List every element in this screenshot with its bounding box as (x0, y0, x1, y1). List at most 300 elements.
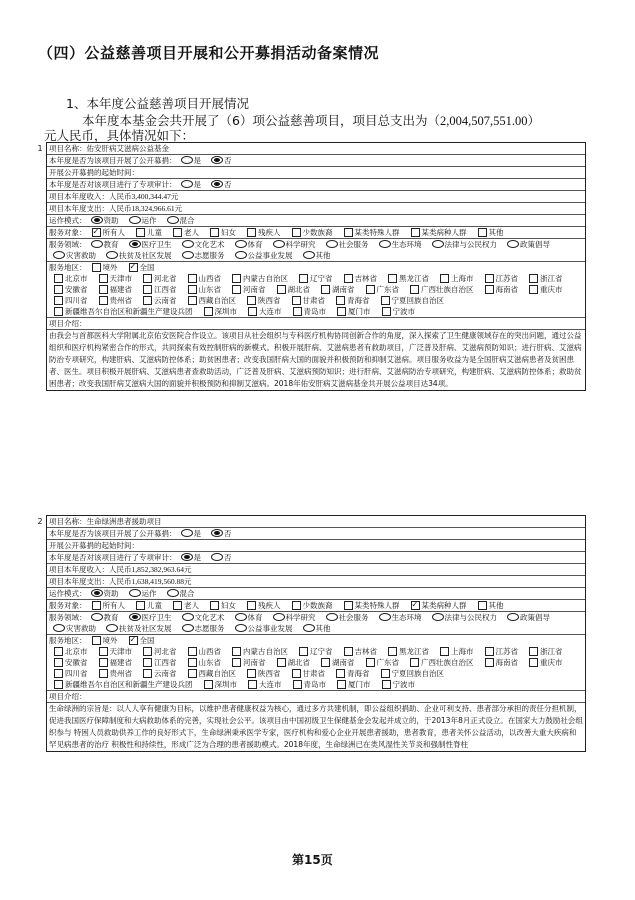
field-option (178, 612, 225, 623)
province-option (331, 668, 370, 679)
province-option-checkbox[interactable] (54, 296, 63, 305)
target-option-checkbox[interactable] (411, 228, 420, 237)
province-option-checkbox[interactable] (188, 647, 197, 656)
field-option-label: 生态环境 (391, 240, 422, 249)
province-option-checkbox[interactable] (366, 658, 375, 667)
special-audit-no-label: 否 (224, 553, 232, 562)
expense-label: 项目本年度支出：人民币 (49, 204, 132, 213)
targets-label: 服务对象： (49, 601, 87, 610)
province-option-checkbox[interactable] (410, 658, 419, 667)
public-fund-no (207, 155, 232, 166)
field-option-radio[interactable] (273, 240, 285, 248)
province-option-label: 广西壮族自治区 (421, 285, 474, 294)
field-option-label: 公益事业发展 (247, 251, 293, 260)
province-option (383, 273, 429, 284)
province-option (332, 306, 371, 317)
province-option-label: 宁夏回族自治区 (391, 296, 444, 305)
target-option-checkbox[interactable] (173, 228, 182, 237)
province-option-checkbox[interactable] (321, 285, 330, 294)
field-option-radio[interactable] (91, 240, 103, 248)
province-option-label: 安徽省 (65, 285, 88, 294)
province-option-label: 河南省 (243, 658, 266, 667)
target-option (242, 227, 281, 238)
province-option-checkbox[interactable] (54, 680, 63, 689)
intro-label: 项目介绍： (49, 319, 87, 328)
province-option-checkbox[interactable] (344, 647, 353, 656)
project-number: 2 (37, 517, 43, 526)
province-option-label: 西藏自治区 (198, 296, 236, 305)
mode-option-radio[interactable] (91, 589, 103, 597)
target-option-label: 所有人 (102, 228, 125, 237)
income-value: 3,400,344.47元 (131, 192, 179, 201)
province-option-checkbox[interactable] (99, 669, 108, 678)
mode-option-radio[interactable] (167, 216, 179, 224)
province-option (316, 284, 355, 295)
province-option-checkbox[interactable] (337, 307, 346, 316)
province-option (183, 657, 222, 668)
region-scope-option-checkbox[interactable] (92, 263, 101, 272)
province-option-checkbox[interactable] (188, 296, 197, 305)
province-option (183, 284, 222, 295)
province-option-checkbox[interactable] (143, 658, 152, 667)
province-option-checkbox[interactable] (247, 296, 256, 305)
province-option (480, 273, 519, 284)
target-option-checkbox[interactable] (292, 228, 301, 237)
target-option-label: 残疾人 (258, 228, 281, 237)
province-option-checkbox[interactable] (143, 296, 152, 305)
field-option (299, 250, 331, 261)
province-option-checkbox[interactable] (388, 647, 397, 656)
public-fund-yes-radio[interactable] (181, 156, 193, 164)
special-audit-no (207, 552, 232, 563)
province-option-checkbox[interactable] (366, 285, 375, 294)
target-option-checkbox[interactable] (92, 228, 101, 237)
field-option-label: 体育 (247, 240, 263, 249)
province-option-label: 湖南省 (332, 285, 355, 294)
province-option-checkbox[interactable] (299, 274, 308, 283)
field-option-label: 志愿服务 (194, 624, 225, 633)
target-option-checkbox[interactable] (292, 601, 301, 610)
target-option (339, 227, 400, 238)
region-scope-option-label: 全国 (139, 636, 155, 645)
summary-line: 本年度本基金会共开展了（6）项公益慈善项目，项目总支出为（2,004,507,551.00） (82, 113, 540, 128)
special-audit-yes (177, 552, 202, 563)
fund-dates-label: 开展公开募捐的起始时间： (49, 168, 139, 177)
field-option-radio[interactable] (91, 613, 103, 621)
fields-label: 服务领域： (49, 613, 87, 622)
province-option (316, 657, 355, 668)
target-option-checkbox[interactable] (136, 228, 145, 237)
province-option-checkbox[interactable] (336, 669, 345, 678)
province-option-label: 四川省 (65, 669, 88, 678)
province-option-checkbox[interactable] (232, 647, 241, 656)
province-option-checkbox[interactable] (485, 647, 494, 656)
province-option (94, 646, 133, 657)
province-option-checkbox[interactable] (337, 680, 346, 689)
field-option-radio[interactable] (235, 613, 247, 621)
province-option-checkbox[interactable] (54, 669, 63, 678)
field-option-radio[interactable] (182, 624, 194, 632)
province-option-label: 安徽省 (65, 658, 88, 667)
project-intro: 生命绿洲的宗旨是：以人人享有健康为目标，以维护患者健康权益为核心，通过多方共建机制，即公益组织捐助、企业可利支持、患者部分承担的责任分担机制，促进我国医疗保障制度和大病救助体系的完善，实现社会公平。该项目由中国初级卫生保健基金会发起并成立的，于2013年8月正式设立。在国家大力鼓励社会组织参与 特困人员救助供养工作的良好形式下，生命绿洲秉承医学专家，医疗机构和爱心企业开展患者援助，患者教育，患者关怀公益活动，以改善大重大疾病和罕见病患者的治疗 积极性和持续性，形成广泛为合理的患者援助模式。2018年度，生命绿洲已在类风湿性关节炎和强制性脊柱 (49, 704, 583, 749)
province-option-label: 福建省 (109, 285, 132, 294)
field-option (102, 623, 172, 634)
subsection-title: 1、本年度公益慈善项目开展情况 (66, 96, 249, 111)
target-option-checkbox[interactable] (411, 601, 420, 610)
province-option-label: 宁波市 (392, 680, 415, 689)
target-option-checkbox[interactable] (247, 601, 256, 610)
province-option (49, 657, 88, 668)
province-option-label: 江苏省 (495, 274, 518, 283)
field-option-radio[interactable] (106, 251, 118, 259)
province-option (288, 679, 327, 690)
province-option (287, 668, 326, 679)
public-fund-yes-label: 是 (193, 156, 201, 165)
field-option-radio[interactable] (379, 613, 391, 621)
field-option-radio[interactable] (432, 240, 444, 248)
region-scope-option-checkbox[interactable] (129, 636, 138, 645)
province-option-checkbox[interactable] (485, 274, 494, 283)
target-option-checkbox[interactable] (210, 601, 219, 610)
special-audit-yes (177, 179, 202, 190)
province-option-checkbox[interactable] (292, 669, 301, 678)
intro-label: 项目介绍： (49, 692, 87, 701)
province-option-checkbox[interactable] (382, 680, 391, 689)
special-audit-label: 本年度是否对该项目进行了专项审计： (49, 180, 177, 189)
province-option-checkbox[interactable] (99, 296, 108, 305)
target-option-label: 所有人 (102, 601, 125, 610)
target-option (168, 600, 199, 611)
province-option-checkbox[interactable] (204, 307, 213, 316)
target-option-checkbox[interactable] (92, 601, 101, 610)
province-option-label: 黑龙江省 (399, 647, 429, 656)
province-option (183, 273, 222, 284)
province-option-checkbox[interactable] (293, 680, 302, 689)
total-expense: 2,004,507,551.00 (439, 114, 528, 128)
province-option-label: 山东省 (198, 658, 221, 667)
province-option-label: 上海市 (451, 647, 474, 656)
province-option-checkbox[interactable] (54, 274, 63, 283)
province-option (227, 273, 288, 284)
row-public-fund (47, 155, 585, 167)
province-option-checkbox[interactable] (188, 274, 197, 283)
field-option-radio[interactable] (182, 613, 194, 621)
field-option (322, 239, 369, 250)
region-scope-option (124, 262, 155, 273)
province-option-checkbox[interactable] (188, 285, 197, 294)
field-option-radio[interactable] (235, 251, 247, 259)
province-option-label: 北京市 (65, 647, 88, 656)
province-option-label: 天津市 (109, 274, 132, 283)
field-option-radio[interactable] (432, 613, 444, 621)
province-option (242, 295, 281, 306)
province-option-checkbox[interactable] (99, 274, 108, 283)
province-option-checkbox[interactable] (143, 274, 152, 283)
province-option (377, 306, 416, 317)
province-option-label: 江西省 (154, 285, 177, 294)
targets-label: 服务对象： (49, 228, 87, 237)
province-list (49, 646, 583, 690)
field-option-radio[interactable] (303, 624, 315, 632)
row-income (47, 191, 585, 203)
row-mode (47, 588, 585, 600)
province-option-label: 辽宁省 (310, 647, 333, 656)
province-option-checkbox[interactable] (381, 296, 390, 305)
province-option-checkbox[interactable] (529, 285, 538, 294)
province-option-label: 重庆市 (540, 658, 563, 667)
field-option-label: 灾害救助 (66, 624, 96, 633)
special-audit-yes-label: 是 (193, 180, 201, 189)
public-fund-no-radio[interactable] (211, 529, 223, 537)
target-option-checkbox[interactable] (173, 601, 182, 610)
field-option-radio[interactable] (182, 240, 194, 248)
province-option-label: 山西省 (198, 274, 221, 283)
field-option-radio[interactable] (235, 240, 247, 248)
province-option-checkbox[interactable] (54, 285, 63, 294)
province-option (94, 657, 133, 668)
province-option (294, 646, 333, 657)
province-option (435, 646, 474, 657)
province-option-checkbox[interactable] (99, 285, 108, 294)
target-option (473, 227, 504, 238)
province-option-checkbox[interactable] (410, 285, 419, 294)
row-special-audit (47, 552, 585, 564)
region-scope-option-checkbox[interactable] (92, 636, 101, 645)
province-option-label: 重庆市 (540, 285, 563, 294)
field-option-radio[interactable] (235, 624, 247, 632)
province-option-checkbox[interactable] (440, 647, 449, 656)
target-option-checkbox[interactable] (478, 228, 487, 237)
field-option-radio[interactable] (303, 251, 315, 259)
target-option-checkbox[interactable] (478, 601, 487, 610)
row-targets (47, 600, 585, 612)
field-option (231, 612, 263, 623)
target-option-label: 某类病种人群 (421, 601, 467, 610)
row-fields (47, 612, 585, 635)
province-option-checkbox[interactable] (440, 274, 449, 283)
province-option-checkbox[interactable] (54, 658, 63, 667)
province-option-checkbox[interactable] (247, 669, 256, 678)
province-option-checkbox[interactable] (382, 307, 391, 316)
province-option-checkbox[interactable] (336, 296, 345, 305)
target-option-checkbox[interactable] (247, 228, 256, 237)
field-option-radio[interactable] (326, 240, 338, 248)
province-option-checkbox[interactable] (143, 669, 152, 678)
province-option (361, 284, 400, 295)
target-option-label: 其他 (488, 228, 504, 237)
province-option (49, 284, 88, 295)
province-option-checkbox[interactable] (299, 647, 308, 656)
target-option-checkbox[interactable] (136, 601, 145, 610)
province-option (183, 295, 237, 306)
field-option (428, 612, 498, 623)
mode-option-radio[interactable] (129, 216, 141, 224)
project-number: 1 (37, 144, 43, 153)
province-option-checkbox[interactable] (54, 647, 63, 656)
mode-label: 运作模式： (49, 216, 87, 225)
province-option-checkbox[interactable] (529, 274, 538, 283)
province-option-label: 云南省 (154, 296, 177, 305)
province-option-checkbox[interactable] (321, 658, 330, 667)
province-option-checkbox[interactable] (54, 307, 63, 316)
field-option-radio[interactable] (53, 251, 65, 259)
field-option (125, 612, 172, 623)
special-audit-yes-radio[interactable] (181, 180, 193, 188)
public-fund-yes-radio[interactable] (181, 529, 193, 537)
special-audit-label: 本年度是否对该项目进行了专项审计： (49, 553, 177, 562)
province-option-label: 贵州省 (109, 296, 132, 305)
province-option-checkbox[interactable] (232, 274, 241, 283)
province-option-checkbox[interactable] (292, 296, 301, 305)
mode-option-label: 资助 (103, 589, 119, 598)
field-option-label: 文化艺术 (194, 613, 225, 622)
province-option-checkbox[interactable] (485, 285, 494, 294)
province-option-label: 内蒙古自治区 (243, 274, 288, 283)
field-option (269, 612, 316, 623)
target-option (287, 600, 333, 611)
province-option-checkbox[interactable] (143, 285, 152, 294)
province-option-checkbox[interactable] (277, 285, 286, 294)
special-audit-yes-radio[interactable] (181, 553, 193, 561)
province-option-label: 河北省 (154, 274, 177, 283)
row-targets (47, 227, 585, 239)
province-option-label: 云南省 (154, 669, 177, 678)
special-audit-no-label: 否 (224, 180, 232, 189)
province-option (361, 657, 400, 668)
mode-label: 运作模式： (49, 589, 87, 598)
province-option-checkbox[interactable] (293, 307, 302, 316)
province-option-checkbox[interactable] (232, 658, 241, 667)
field-option (322, 612, 369, 623)
field-option (178, 250, 225, 261)
public-fund-no-radio[interactable] (211, 156, 223, 164)
province-option-checkbox[interactable] (248, 307, 257, 316)
province-option-label: 陕西省 (258, 669, 281, 678)
province-option (405, 284, 474, 295)
province-list (49, 273, 583, 317)
field-option-label: 医疗卫生 (141, 240, 172, 249)
field-option-radio[interactable] (53, 624, 65, 632)
province-option-label: 江西省 (154, 658, 177, 667)
target-option-checkbox[interactable] (344, 228, 353, 237)
mode-option-radio[interactable] (129, 589, 141, 597)
project-table-2 (37, 515, 586, 752)
field-option (503, 612, 550, 623)
field-option-radio[interactable] (326, 613, 338, 621)
target-option-label: 妇女 (221, 228, 236, 237)
field-option-label: 社会服务 (338, 240, 369, 249)
province-option (49, 306, 193, 317)
target-option (406, 227, 467, 238)
row-expense (47, 576, 585, 588)
field-option-label: 政策倡导 (520, 613, 550, 622)
province-option-label: 甘肃省 (302, 669, 325, 678)
province-option-checkbox[interactable] (143, 647, 152, 656)
target-option-label: 妇女 (221, 601, 236, 610)
province-option-label: 河南省 (243, 285, 266, 294)
target-option-checkbox[interactable] (210, 228, 219, 237)
province-option-checkbox[interactable] (277, 658, 286, 667)
province-option-checkbox[interactable] (248, 680, 257, 689)
field-option-radio[interactable] (273, 613, 285, 621)
mode-option (87, 588, 119, 599)
field-option-radio[interactable] (507, 240, 519, 248)
mode-option-radio[interactable] (167, 589, 179, 597)
province-option-label: 广西壮族自治区 (421, 658, 474, 667)
province-option (49, 273, 88, 284)
province-option-checkbox[interactable] (381, 669, 390, 678)
target-option-label: 老人 (184, 601, 199, 610)
field-option-radio[interactable] (182, 251, 194, 259)
target-option (339, 600, 400, 611)
fund-dates-label: 开展公开募捐的起始时间： (49, 541, 139, 550)
field-option-label: 社会服务 (338, 613, 369, 622)
special-audit-no-radio[interactable] (211, 180, 223, 188)
field-option (125, 239, 172, 250)
province-option-checkbox[interactable] (204, 680, 213, 689)
public-fund-no (207, 528, 232, 539)
mode-option (125, 215, 157, 226)
province-option (524, 273, 563, 284)
province-option (332, 679, 371, 690)
field-option-radio[interactable] (129, 613, 141, 621)
province-option-checkbox[interactable] (232, 285, 241, 294)
province-option-label: 海南省 (495, 285, 518, 294)
province-option-checkbox[interactable] (99, 647, 108, 656)
public-fund-no-label: 否 (224, 156, 232, 165)
project-intro: 由我会与首都医科大学附属北京佑安医院合作设立。该项目从社会组织与专科医疗机构协同创新合作的角度，深入探索了卫生健康领域存在的突出问题，通过公益组织和医疗机构紧密合作的形式，共同探索有效控制肝病的新模式。积极开展肝病、艾滋病患者有救助项目，广泛普及肝病、艾滋病预防知识；进行肝病、艾滋病防治专项研究，构建肝病、艾滋病防控体系；助贫困患者；改变我国肝病大国的面貌并积极预防和抑制艾滋病。项目服务收益为是全国肝病艾滋病患者及贫困患者、医生。项目积极开展肝病、艾滋病患者查救助活动，广泛普及肝病、艾滋病预防知识；进行肝病、艾滋病防治专项研究，构建肝病、艾滋病防控体系；救助贫困患者；改变我国肝病艾滋病大国的面貌并积极预防和抑制艾滋病。2018年佑安肝病艾滋病基金共开展公益项目达34项。 (49, 331, 582, 388)
income-label: 项目本年度收入：人民币 (49, 192, 132, 201)
province-option (288, 306, 327, 317)
province-option-label: 青海省 (347, 669, 370, 678)
field-option-label: 生态环境 (391, 613, 422, 622)
target-option (131, 227, 162, 238)
field-option-label: 扶贫及社区发展 (119, 251, 172, 260)
province-option-checkbox[interactable] (529, 658, 538, 667)
field-option-radio[interactable] (129, 240, 141, 248)
public-fund-no-label: 否 (224, 529, 232, 538)
province-option-checkbox[interactable] (388, 274, 397, 283)
province-option-label: 内蒙古自治区 (243, 647, 288, 656)
province-option (94, 284, 133, 295)
province-option-label: 青海省 (347, 296, 370, 305)
mode-option-radio[interactable] (91, 216, 103, 224)
province-option-checkbox[interactable] (188, 669, 197, 678)
field-option-label: 其他 (315, 624, 331, 633)
province-option-checkbox[interactable] (485, 658, 494, 667)
province-option (138, 295, 177, 306)
province-option (339, 646, 378, 657)
target-option-label: 少数族裔 (302, 601, 333, 610)
mode-option-label: 运作 (141, 216, 157, 225)
field-option-label: 政策倡导 (520, 240, 550, 249)
province-option (94, 295, 133, 306)
regions-label: 服务地区： (49, 636, 87, 645)
field-option-radio[interactable] (106, 624, 118, 632)
province-option-label: 四川省 (65, 296, 88, 305)
province-option-label: 浙江省 (540, 274, 563, 283)
region-scope-option-checkbox[interactable] (129, 263, 138, 272)
field-option-radio[interactable] (507, 613, 519, 621)
target-option-checkbox[interactable] (344, 601, 353, 610)
region-scope-option-label: 境外 (102, 263, 118, 272)
province-option-checkbox[interactable] (99, 658, 108, 667)
field-option-radio[interactable] (379, 240, 391, 248)
special-audit-no-radio[interactable] (211, 553, 223, 561)
province-option-checkbox[interactable] (529, 647, 538, 656)
province-option-checkbox[interactable] (188, 658, 197, 667)
province-option-checkbox[interactable] (344, 274, 353, 283)
